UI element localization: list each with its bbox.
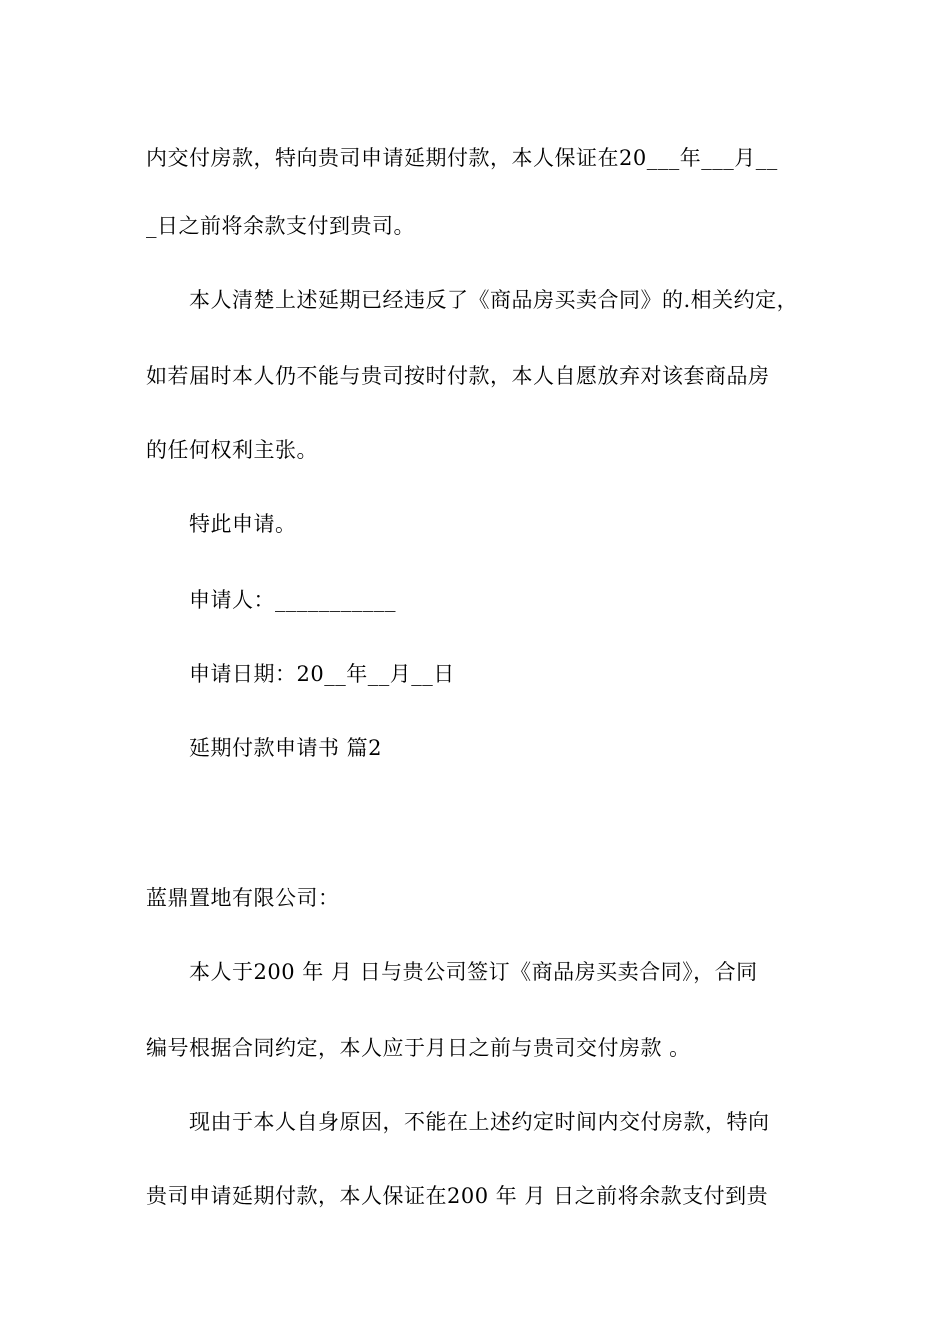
paragraph-line: 本人于200 年 月 日与贵公司签订《商品房买卖合同》，合同	[189, 960, 758, 984]
text-line: 编号根据合同约定，本人应于月日之前与贵司交付房款 。	[146, 1036, 691, 1060]
text-line: 内交付房款，特向贵司申请延期付款，本人保证在20___年___月__	[146, 146, 778, 170]
paragraph-line: 本人清楚上述延期已经违反了《商品房买卖合同》的.相关约定，	[189, 288, 799, 312]
addressee-line: 蓝鼎置地有限公司：	[146, 886, 340, 910]
applicant-line: 申请人：___________	[189, 588, 396, 612]
section-title: 延期付款申请书 篇2	[189, 736, 383, 760]
text-line: _日之前将余款支付到贵司。	[146, 214, 415, 238]
text-line: 贵司申请延期付款，本人保证在200 年 月 日之前将余款支付到贵	[146, 1184, 769, 1208]
paragraph-line: 现由于本人自身原因，不能在上述约定时间内交付房款，特向	[189, 1110, 770, 1134]
text-line: 如若届时本人仍不能与贵司按时付款，本人自愿放弃对该套商品房	[146, 364, 770, 388]
text-line: 的任何权利主张。	[146, 438, 318, 462]
date-line: 申请日期：20__年__月__日	[189, 662, 455, 686]
closing-line: 特此申请。	[189, 512, 297, 536]
